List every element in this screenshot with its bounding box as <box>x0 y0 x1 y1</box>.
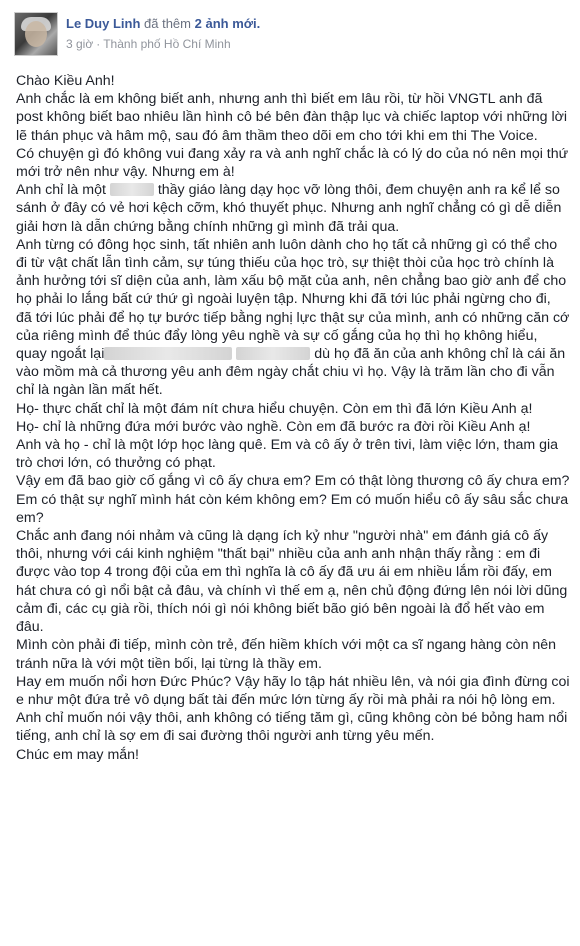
action-prefix: đã thêm <box>144 16 191 31</box>
post-paragraph: Vậy em đã bao giờ cố gắng vì cô ấy chưa em? Em có thật lòng thương cô ấy chưa em? Em có thật sự nghĩ mình hát còn kém không em? Em có muốn hiểu cô ấy sâu sắc chưa em? <box>16 473 570 526</box>
post-header <box>8 8 572 58</box>
post-paragraph: Chắc anh đang nói nhảm và cũng là dạng ích kỷ như "người nhà" em đánh giá cô ấy thôi, nhưng với cái kinh nghiệm "thất bại" nhiều của anh anh nhận thấy rằng : em đi được vào top 4 trong đội của em thì nghĩa là cô ấy đã ưu ái em nhiều lắm rồi đấy, em hát chưa có gì nổi bật cả đâu, và chính vì thế em ạ, nên chủ động đứng lên nói lời dũng cảm đi, các cụ già rồi, thích nói gì nói không biết bão gió bên ngoài là đổ hết vào em đâu. <box>16 528 568 636</box>
post-paragraph: Anh chắc là em không biết anh, nhưng anh thì biết em lâu rồi, từ hồi VNGTL anh đã post không biết bao nhiêu lần hình cô bé bên đàn thập lục và chiếc laptop với những lời lẽ thán phục và hâm mộ, sau đó âm thầm theo dõi em cho tới khi em thi The Voice. <box>16 91 568 144</box>
post-paragraph <box>16 236 570 400</box>
post-paragraph: Hay em muốn nổi hơn Đức Phúc? Vậy hãy lo tập hát nhiều lên, và nói gia đình đừng coi e như một đứa trẻ vô dụng bất tài đến mức lớn từng ấy rồi mà phải ra nói hộ lòng em. <box>16 673 570 708</box>
paragraph-fragment: dù họ đã ăn của anh không chỉ là cái ăn vào mồm mà cả thương yêu anh đêm ngày chắt chiu vì họ. Vậy là trăm lần cho đi vẫn chỉ là ngàn lần mất hết. <box>16 346 566 399</box>
post-paragraph: Chào Kiều Anh! <box>16 73 115 89</box>
avatar-face <box>25 21 47 47</box>
paragraph-fragment: thầy giáo làng dạy học vỡ lòng thôi, đem chuyện anh ra kể lể so sánh ở đây có vẻ hơi kệch cỡm, khó thuyết phục. Nhưng anh nghĩ chẳng có gì dễ diễn giải hơn là dẫn chứng bằng chính những gì mình đã trải qua. <box>16 182 562 235</box>
post-body <box>16 72 570 764</box>
post-paragraph: Chúc em may mắn! <box>16 746 139 763</box>
post-paragraph: Họ- thực chất chỉ là một đám nít chưa hiểu chuyện. Còn em thì đã lớn Kiều Anh ạ! <box>16 400 533 417</box>
post-time-link[interactable]: 3 giờ <box>66 37 94 51</box>
post-paragraph: Có chuyện gì đó không vui đang xảy ra và anh nghĩ chắc là có lý do của nó nên mọi thứ mới trở nên như vậy. Nhưng em à! <box>16 145 569 181</box>
post-meta <box>66 37 231 51</box>
post-paragraph: Họ- chỉ là những đứa mới bước vào nghề. Còn em đã bước ra đời rồi Kiều Anh ạ! <box>16 418 531 435</box>
author-avatar[interactable] <box>14 12 58 56</box>
author-name-link[interactable]: Le Duy Linh <box>66 16 141 31</box>
post-paragraph <box>16 181 570 236</box>
post-title-line <box>66 16 260 31</box>
paragraph-fragment: Anh từng có đông học sinh, tất nhiên anh luôn dành cho họ tất cả những gì có thể cho đi từ vật chất lẫn tình cảm, sự túng thiếu của học trò, sự thiệt thòi của học trò chính là ảnh hưởng tới sĩ diện của anh, làm xấu bộ mặt của anh, nên chẳng bao giờ anh để cho họ phải lo lắng bất cứ thứ gì ngoài luyện tập. Nhưng khi đã tới lúc phải ngừng cho đi, đã tới lúc phải để họ tự bước tiếp bằng nghị lực thật sự của mình, anh có những căn cớ của riêng mình để thúc đẩy lòng yêu nghề và sự cố gắng của họ thì họ không hiểu, quay ngoắt lại <box>16 236 570 363</box>
separator-dot: · <box>96 37 101 51</box>
post-action <box>144 16 260 31</box>
redacted-blur <box>110 183 154 196</box>
post-paragraph: Anh chỉ muốn nói vậy thôi, anh không có tiếng tăm gì, cũng không còn bé bỏng ham nổi tiếng, anh chỉ là sợ em đi sai đường thôi người anh từng yêu mến. <box>16 710 568 745</box>
photos-link[interactable]: 2 ảnh mới. <box>194 16 261 31</box>
redacted-blur <box>104 347 232 360</box>
paragraph-fragment: Anh chỉ là một <box>16 182 106 199</box>
post-paragraph: Anh và họ - chỉ là một lớp học làng quê. Em và cô ấy ở trên tivi, làm việc lớn, tham gia trò chơi lớn, có thưởng có phạt. <box>16 437 559 472</box>
post-location-link[interactable]: Thành phố Hồ Chí Minh <box>103 37 231 51</box>
post-paragraph: Mình còn phải đi tiếp, mình còn trẻ, đến hiềm khích với một ca sĩ ngang hàng còn nên tránh nữa là với một tiền bối, lại từng là thầy em. <box>16 637 557 672</box>
redacted-blur <box>236 347 310 360</box>
